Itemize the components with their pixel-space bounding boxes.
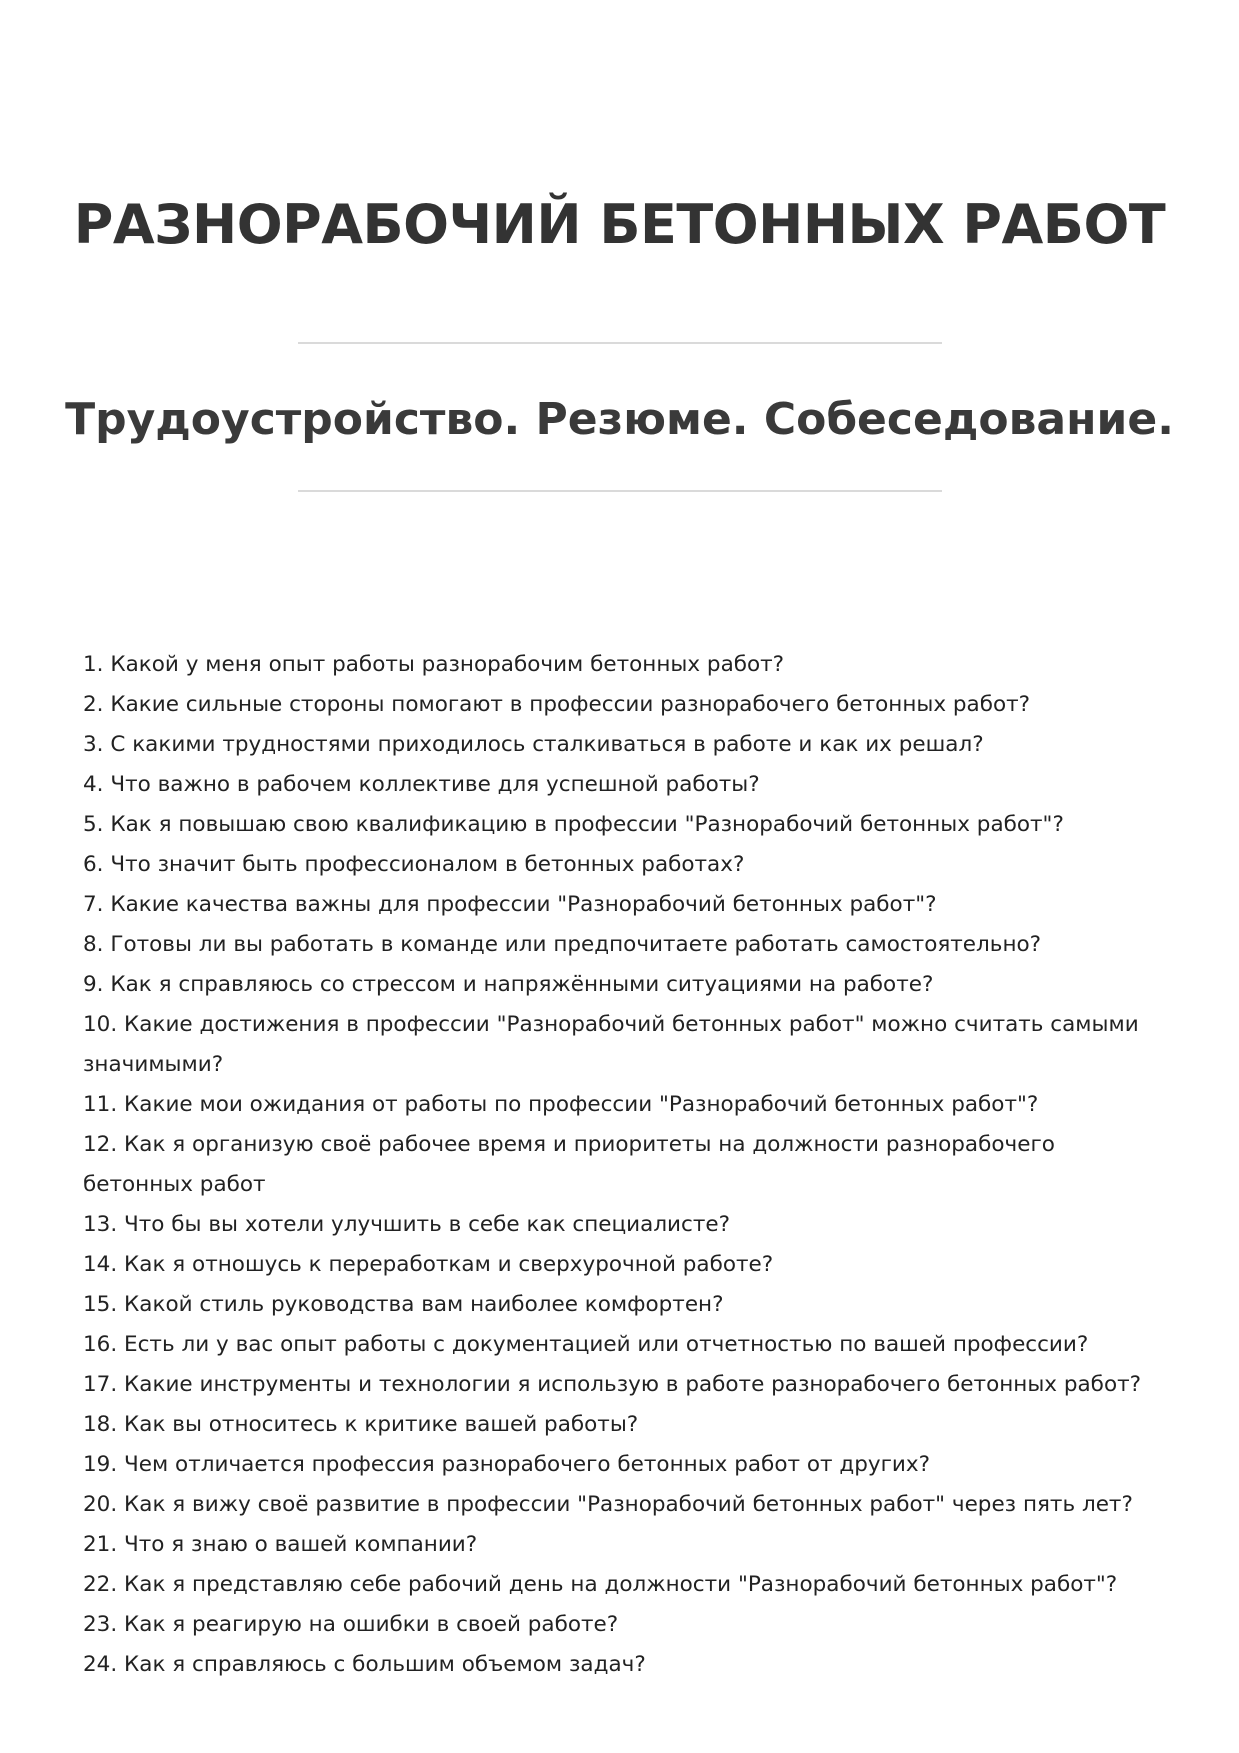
question-item: 18. Как вы относитесь к критике вашей работы? xyxy=(83,1412,639,1437)
question-item: 16. Есть ли у вас опыт работы с документацией или отчетностью по вашей профессии? xyxy=(83,1332,1089,1357)
question-item: 23. Как я реагирую на ошибки в своей работе? xyxy=(83,1612,619,1637)
question-list xyxy=(83,645,1163,1685)
question-item: 7. Какие качества важны для профессии "Разнорабочий бетонных работ"? xyxy=(83,892,937,917)
question-item: 13. Что бы вы хотели улучшить в себе как специалисте? xyxy=(83,1212,731,1237)
question-item: 21. Что я знаю о вашей компании? xyxy=(83,1532,478,1557)
question-item: 3. С какими трудностями приходилось сталкиваться в работе и как их решал? xyxy=(83,732,984,757)
question-item: 11. Какие мои ожидания от работы по профессии "Разнорабочий бетонных работ"? xyxy=(83,1092,1039,1117)
question-item: 22. Как я представляю себе рабочий день на должности "Разнорабочий бетонных работ"? xyxy=(83,1572,1118,1597)
question-item: 8. Готовы ли вы работать в команде или предпочитаете работать самостоятельно? xyxy=(83,932,1042,957)
question-item: 24. Как я справляюсь с большим объемом задач? xyxy=(83,1652,646,1677)
page-subtitle: Трудоустройство. Резюме. Собеседование. xyxy=(65,394,1174,445)
divider-top xyxy=(298,342,942,344)
question-item: 19. Чем отличается профессия разнорабочего бетонных работ от других? xyxy=(83,1452,930,1477)
question-item: 9. Как я справляюсь со стрессом и напряжёнными ситуациями на работе? xyxy=(83,972,934,997)
question-item: 14. Как я отношусь к переработкам и сверхурочной работе? xyxy=(83,1252,774,1277)
question-item: 1. Какой у меня опыт работы разнорабочим бетонных работ? xyxy=(83,652,785,677)
question-item: 2. Какие сильные стороны помогают в профессии разнорабочего бетонных работ? xyxy=(83,692,1031,717)
question-item: 6. Что значит быть профессионалом в бетонных работах? xyxy=(83,852,745,877)
page-title: РАЗНОРАБОЧИЙ БЕТОННЫХ РАБОТ xyxy=(73,193,1166,256)
question-item: 4. Что важно в рабочем коллективе для успешной работы? xyxy=(83,772,760,797)
question-item: 20. Как я вижу своё развитие в профессии "Разнорабочий бетонных работ" через пять лет? xyxy=(83,1492,1133,1517)
question-item: 12. Как я организую своё рабочее время и приоритеты на должности разнорабочего бетонных работ xyxy=(83,1132,1055,1197)
question-item: 10. Какие достижения в профессии "Разнорабочий бетонных работ" можно считать самыми значимыми? xyxy=(83,1012,1139,1077)
divider-bottom xyxy=(298,490,942,492)
question-item: 15. Какой стиль руководства вам наиболее комфортен? xyxy=(83,1292,724,1317)
question-item: 5. Как я повышаю свою квалификацию в профессии "Разнорабочий бетонных работ"? xyxy=(83,812,1064,837)
question-item: 17. Какие инструменты и технологии я использую в работе разнорабочего бетонных работ? xyxy=(83,1372,1142,1397)
